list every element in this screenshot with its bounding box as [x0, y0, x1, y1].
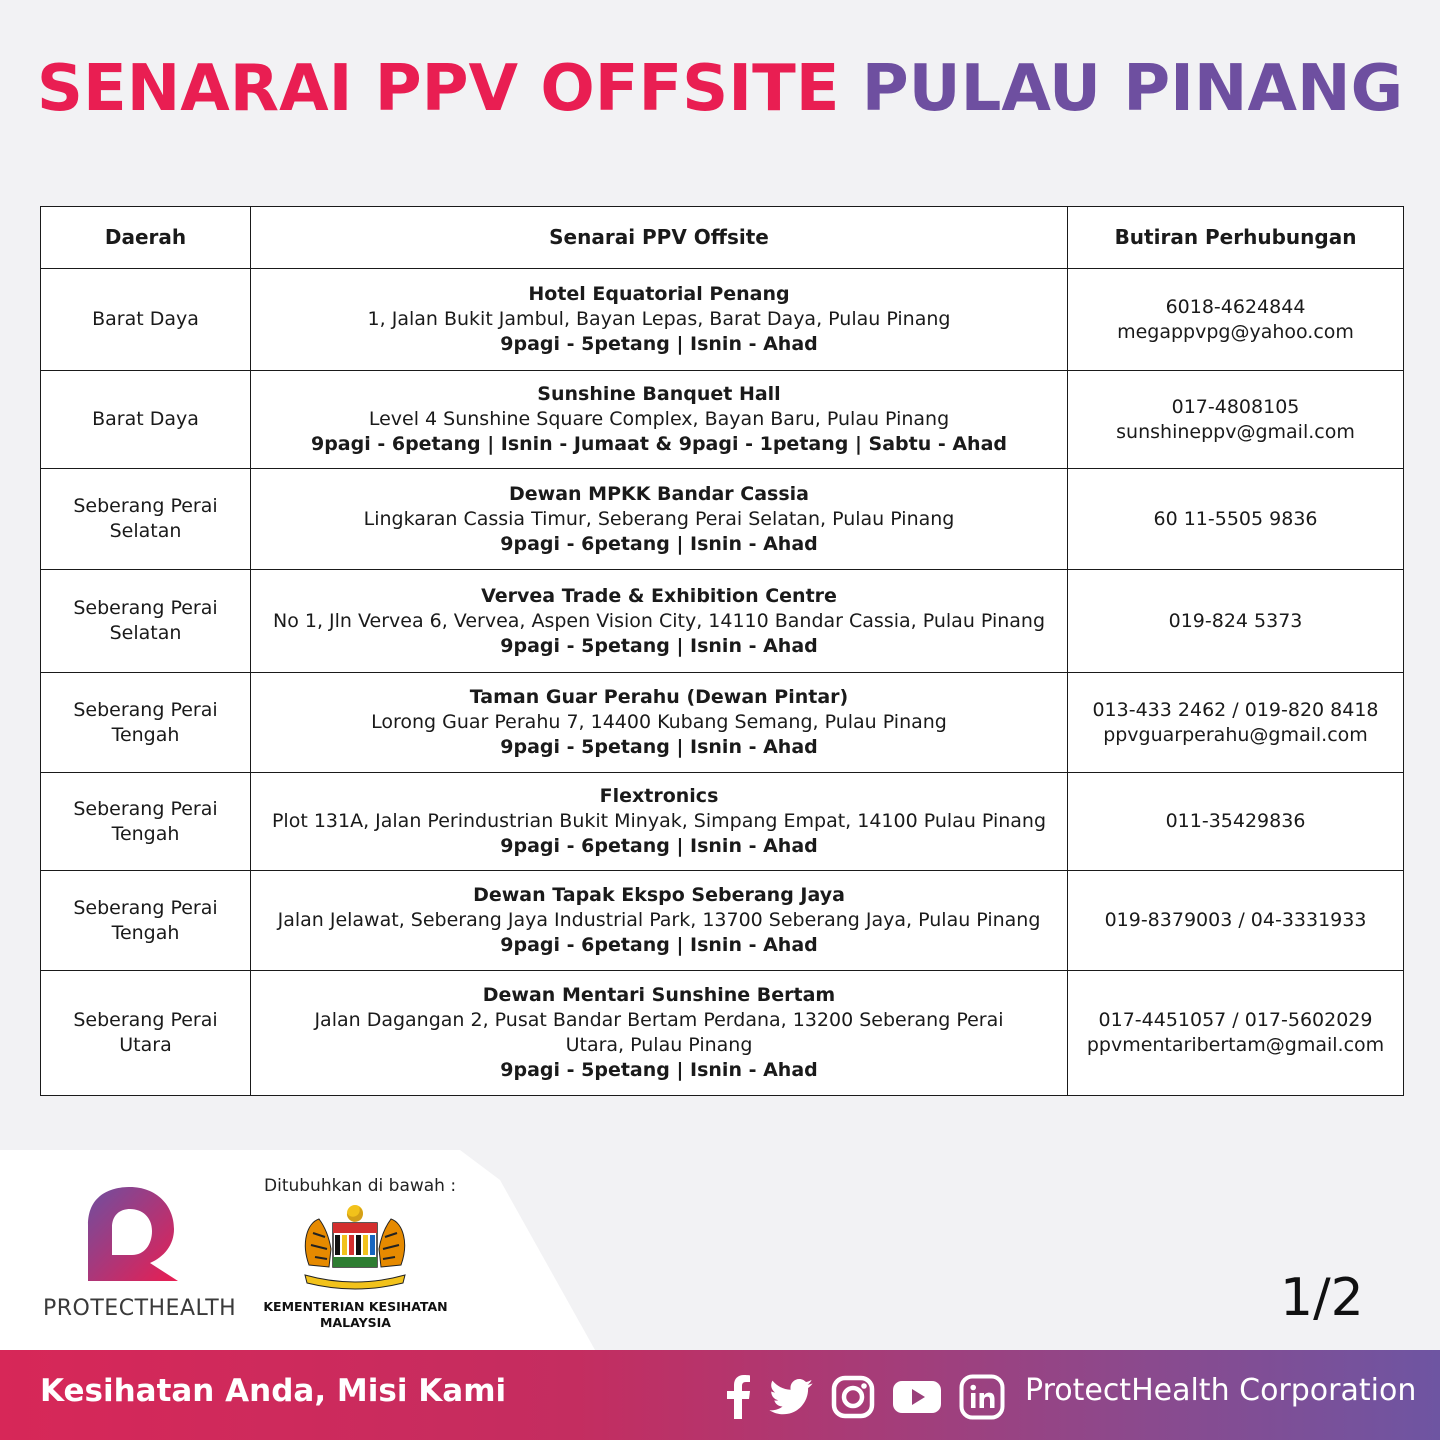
- daerah-cell: Seberang Perai Selatan: [41, 469, 251, 570]
- contact-cell: 019-824 5373: [1068, 570, 1404, 673]
- site-hours: 9pagi - 5petang | Isnin - Ahad: [500, 333, 818, 355]
- table-row: [41, 871, 1404, 971]
- daerah-cell: Seberang Perai Tengah: [41, 871, 251, 971]
- daerah-cell: Seberang Perai Selatan: [41, 570, 251, 673]
- site-hours: 9pagi - 5petang | Isnin - Ahad: [500, 634, 818, 657]
- table-row: [41, 269, 1404, 371]
- ppv-site-cell: [251, 371, 1068, 469]
- table-row: [41, 371, 1404, 469]
- table-row: [41, 673, 1404, 773]
- contact-cell: 6018-4624844 megappvpg@yahoo.com: [1068, 269, 1404, 371]
- established-label: Ditubuhkan di bawah :: [264, 1176, 457, 1196]
- table-row: [41, 570, 1404, 673]
- contact-cell: 011-35429836: [1068, 773, 1404, 871]
- site-address: Level 4 Sunshine Square Complex, Bayan Baru, Pulau Pinang: [368, 408, 950, 430]
- site-hours: 9pagi - 6petang | Isnin - Ahad: [500, 934, 818, 956]
- ppv-site-cell: [251, 971, 1068, 1096]
- protecthealth-logo-icon: [82, 1185, 182, 1285]
- instagram-icon[interactable]: [831, 1375, 875, 1419]
- site-name: Vervea Trade & Exhibition Centre: [481, 584, 837, 607]
- table-row: [41, 971, 1404, 1096]
- table-row: [41, 773, 1404, 871]
- ppv-site-cell: [251, 871, 1068, 971]
- contact-cell: 017-4808105 sunshineppv@gmail.com: [1068, 371, 1404, 469]
- title-part-1: SENARAI PPV OFFSITE: [36, 52, 840, 126]
- ministry-name: KEMENTERIAN KESIHATAN MALAYSIA: [263, 1299, 448, 1330]
- site-name: Taman Guar Perahu (Dewan Pintar): [469, 686, 849, 708]
- ppv-site-cell: [251, 269, 1068, 371]
- social-icons: [725, 1374, 1005, 1420]
- facebook-icon[interactable]: [725, 1375, 751, 1419]
- contact-cell: 017-4451057 / 017-5602029 ppvmentaribertam@gmail.com: [1068, 971, 1404, 1096]
- ppv-site-cell: [251, 673, 1068, 773]
- site-hours: 9pagi - 6petang | Isnin - Ahad: [500, 835, 818, 857]
- header-butiran: Butiran Perhubungan: [1068, 207, 1404, 269]
- protecthealth-wordmark: PROTECTHEALTH: [43, 1296, 237, 1321]
- malaysia-coat-of-arms-icon: [295, 1203, 415, 1295]
- table-header-row: [41, 207, 1404, 269]
- site-name: Hotel Equatorial Penang: [528, 283, 790, 305]
- site-name: Dewan Mentari Sunshine Bertam: [482, 984, 836, 1006]
- site-hours: 9pagi - 6petang | Isnin - Ahad: [500, 532, 818, 555]
- tagline: Kesihatan Anda, Misi Kami: [40, 1373, 507, 1409]
- header-daerah: Daerah: [41, 207, 251, 269]
- ppv-site-cell: [251, 773, 1068, 871]
- page-indicator: 1/2: [1280, 1268, 1364, 1328]
- site-name: Dewan Tapak Ekspo Seberang Jaya: [473, 884, 845, 906]
- header-senarai: Senarai PPV Offsite: [251, 207, 1068, 269]
- youtube-icon[interactable]: [893, 1379, 941, 1415]
- twitter-icon[interactable]: [769, 1379, 813, 1415]
- site-address: Lorong Guar Perahu 7, 14400 Kubang Semang, Pulau Pinang: [371, 711, 947, 733]
- site-hours: 9pagi - 6petang | Isnin - Jumaat & 9pagi - 1petang | Sabtu - Ahad: [310, 433, 1007, 455]
- site-hours: 9pagi - 5petang | Isnin - Ahad: [500, 736, 818, 758]
- site-name: Flextronics: [599, 785, 719, 807]
- site-address: Jalan Dagangan 2, Pusat Bandar Bertam Perdana, 13200 Seberang Perai Utara, Pulau Pinang: [314, 1009, 1004, 1056]
- site-hours: 9pagi - 5petang | Isnin - Ahad: [500, 1059, 818, 1081]
- linkedin-icon[interactable]: [959, 1374, 1005, 1420]
- ppv-site-cell: [251, 469, 1068, 570]
- daerah-cell: Seberang Perai Tengah: [41, 773, 251, 871]
- daerah-cell: Barat Daya: [41, 269, 251, 371]
- site-address: 1, Jalan Bukit Jambul, Bayan Lepas, Barat Daya, Pulau Pinang: [367, 308, 951, 330]
- site-address: No 1, Jln Vervea 6, Vervea, Aspen Vision City, 14110 Bandar Cassia, Pulau Pinang: [272, 609, 1046, 632]
- table-row: [41, 469, 1404, 570]
- daerah-cell: Seberang Perai Utara: [41, 971, 251, 1096]
- title-part-2: PULAU PINANG: [861, 52, 1404, 126]
- page-title: [0, 52, 1440, 126]
- site-name: Sunshine Banquet Hall: [537, 383, 781, 405]
- site-name: Dewan MPKK Bandar Cassia: [508, 482, 810, 505]
- contact-cell: 013-433 2462 / 019-820 8418 ppvguarperahu@gmail.com: [1068, 673, 1404, 773]
- site-address: Jalan Jelawat, Seberang Jaya Industrial Park, 13700 Seberang Jaya, Pulau Pinang: [277, 909, 1041, 931]
- contact-cell: 019-8379003 / 04-3331933: [1068, 871, 1404, 971]
- ppv-site-cell: [251, 570, 1068, 673]
- daerah-cell: Seberang Perai Tengah: [41, 673, 251, 773]
- contact-cell: 60 11-5505 9836: [1068, 469, 1404, 570]
- daerah-cell: Barat Daya: [41, 371, 251, 469]
- site-address: Plot 131A, Jalan Perindustrian Bukit Minyak, Simpang Empat, 14100 Pulau Pinang: [271, 810, 1047, 832]
- corporation-name: ProtectHealth Corporation: [1025, 1373, 1417, 1408]
- site-address: Lingkaran Cassia Timur, Seberang Perai Selatan, Pulau Pinang: [363, 507, 955, 530]
- ppv-table: [40, 206, 1404, 1096]
